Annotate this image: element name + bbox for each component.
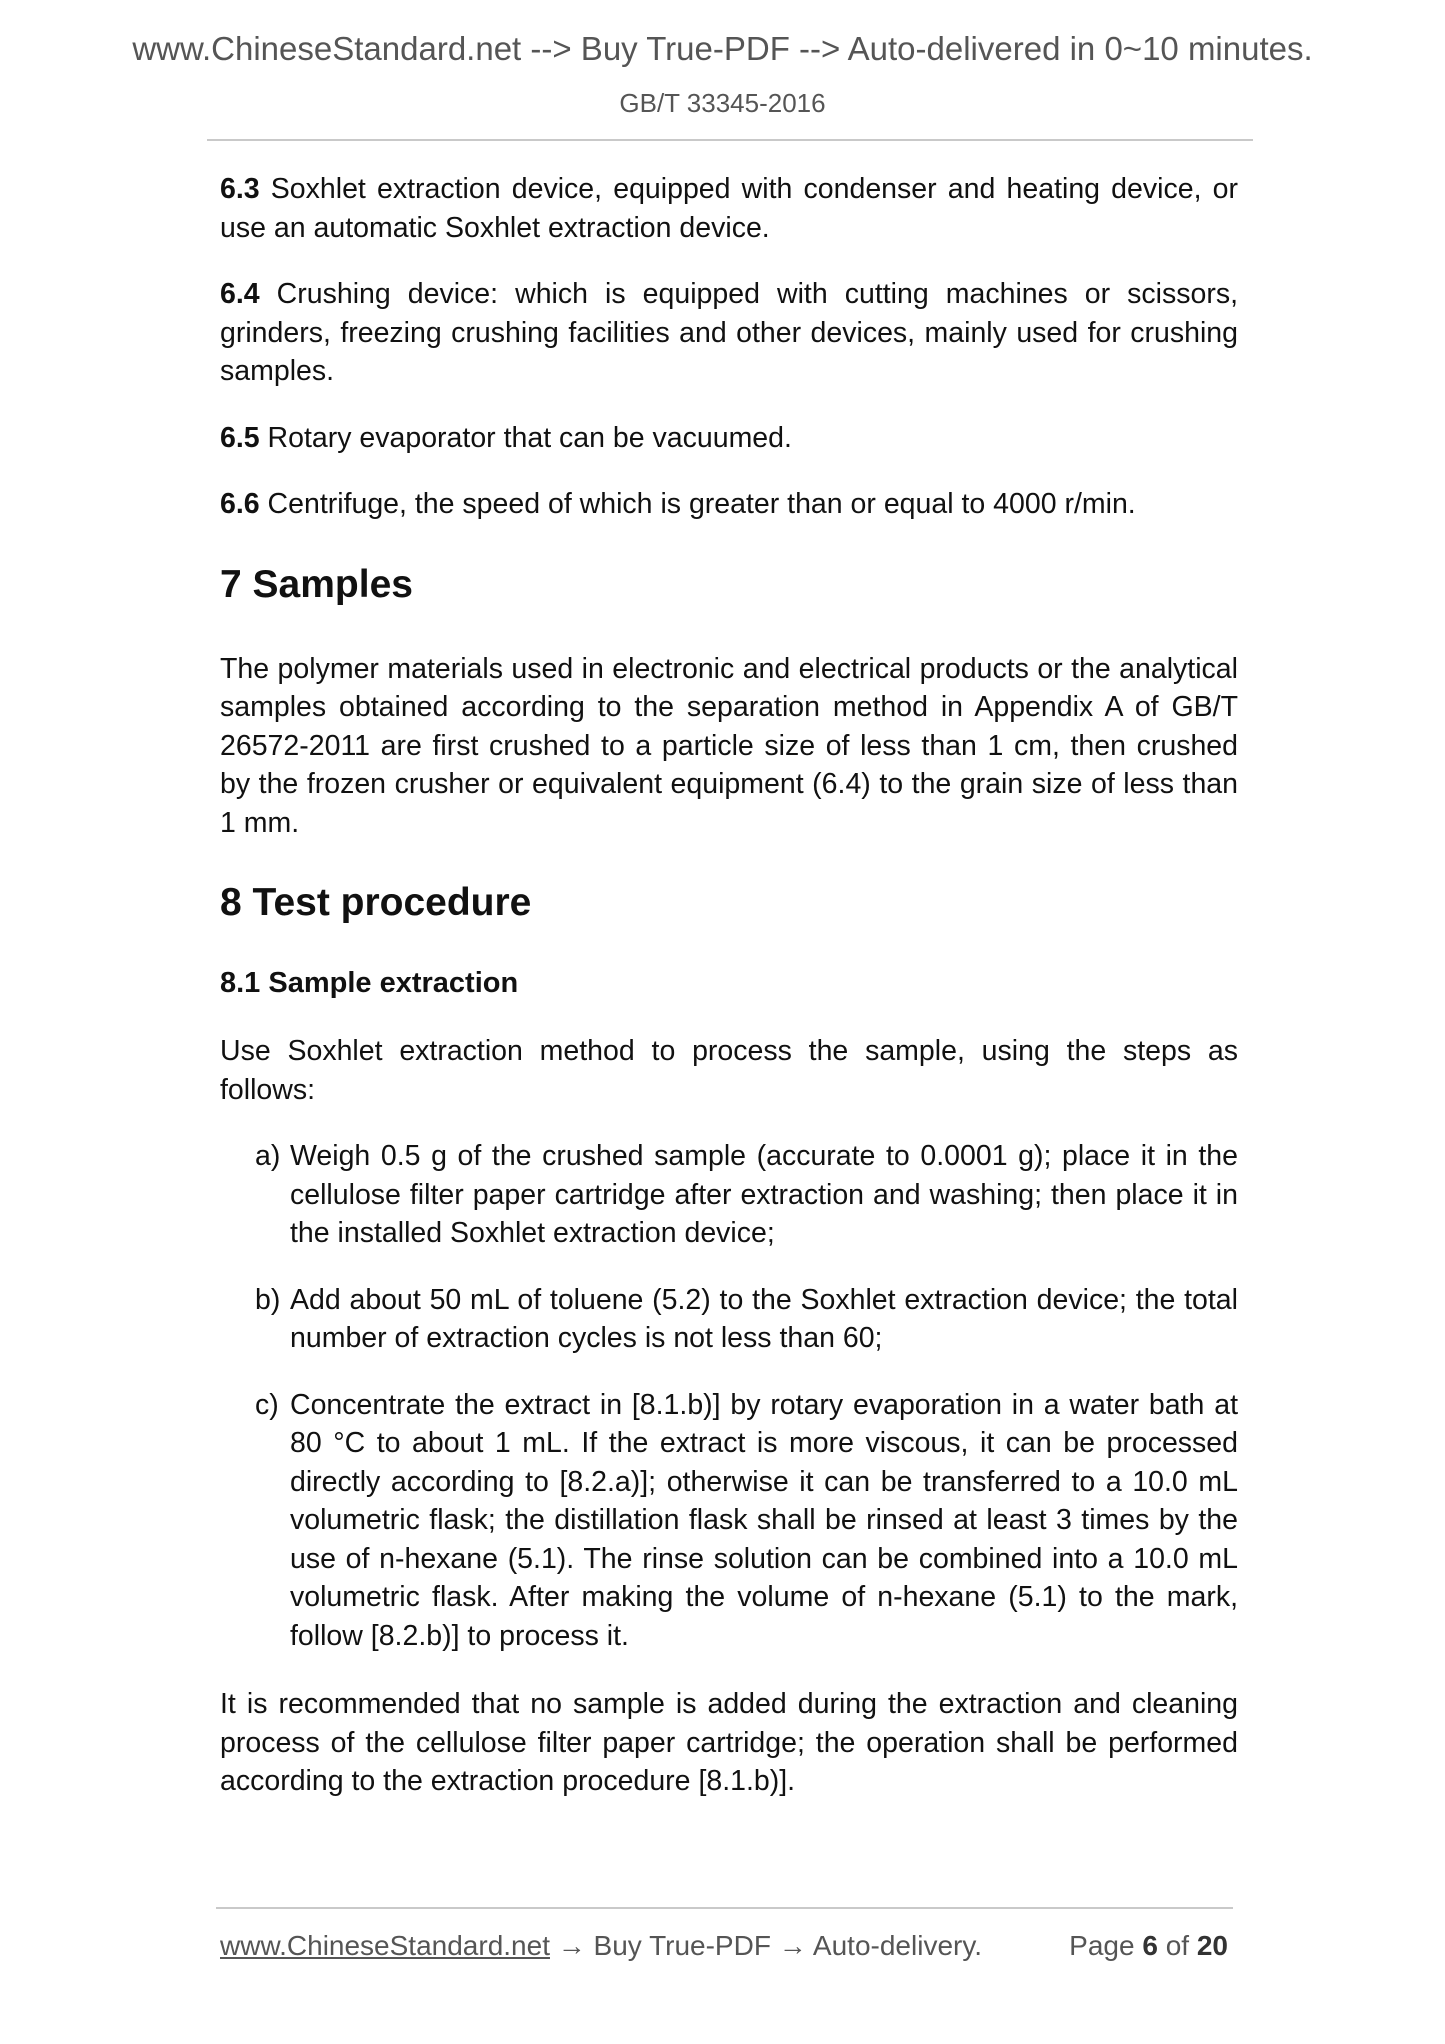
document-id: GB/T 33345-2016 <box>619 88 826 118</box>
footer-divider <box>216 1907 1233 1909</box>
section-8-heading: 8 Test procedure <box>220 881 532 924</box>
clause-6-4 <box>220 275 1238 391</box>
total-pages: 20 <box>1196 1930 1228 1961</box>
clause-text: Soxhlet extraction device, equipped with condenser and heating device, or use an automatic Soxhlet extraction device. <box>220 173 1238 244</box>
site-banner: www.ChineseStandard.net --> Buy True-PDF --> Auto-delivered in 0~10 minutes. <box>132 30 1313 67</box>
clause-6-5 <box>220 419 1238 458</box>
clause-text: Centrifuge, the speed of which is greater than or equal to 4000 r/min. <box>259 488 1136 520</box>
subsection-8-1-heading: 8.1 Sample extraction <box>220 967 519 999</box>
section-7-body: The polymer materials used in electronic and electrical products or the analytical samples obtained according to the separation method in Appendix A of GB/T 26572-2011 are first crushed to a particle size of less than 1 cm, then crushed by the frozen crusher or equivalent equipment (6.4) to the grain size of less than 1 mm. <box>220 652 1238 839</box>
step-a <box>220 1137 1238 1253</box>
footer-site-link[interactable]: www.ChineseStandard.net <box>220 1930 550 1961</box>
step-text: Weigh 0.5 g of the crushed sample (accurate to 0.0001 g); place it in the cellulose filter paper cartridge after extraction and washing; then place it in the installed Soxhlet extraction device; <box>290 1140 1238 1249</box>
list-marker: b) <box>255 1283 281 1316</box>
clause-text: Rotary evaporator that can be vacuumed. <box>259 421 792 454</box>
clause-number: 6.4 <box>220 278 260 310</box>
clause-6-3 <box>220 170 1238 247</box>
extraction-note: It is recommended that no sample is added during the extraction and cleaning process of the cellulose filter paper cartridge; the operation shall be performed according to the extraction procedure [8.1.b)]. <box>220 1688 1238 1797</box>
section-7-heading: 7 Samples <box>220 562 413 606</box>
footer-tagline: → Buy True-PDF → Auto-delivery. <box>549 1930 983 1961</box>
list-marker: c) <box>255 1388 279 1421</box>
step-c <box>220 1386 1238 1656</box>
clause-number: 6.5 <box>220 421 260 454</box>
list-marker: a) <box>255 1140 281 1172</box>
step-text: Add about 50 mL of toluene (5.2) to the Soxhlet extraction device; the total number of extraction cycles is not less than 60; <box>290 1283 1238 1354</box>
page-footer <box>220 1930 1233 1962</box>
header-divider <box>207 139 1253 141</box>
clause-number: 6.3 <box>220 173 260 205</box>
clause-text: Crushing device: which is equipped with cutting machines or scissors, grinders, freezing crushing facilities and other devices, mainly used for crushing samples. <box>220 278 1238 387</box>
clause-number: 6.6 <box>220 488 260 520</box>
step-b <box>220 1281 1238 1358</box>
current-page-number: 6 <box>1142 1930 1158 1961</box>
step-text: Concentrate the extract in [8.1.b)] by rotary evaporation in a water bath at 80 °C to about 1 mL. If the extract is more viscous, it can be processed directly according to [8.2.a)]; otherwise it can be transferred to a 10.0 mL volumetric flask; the distillation flask shall be rinsed at least 3 times by the use of n-hexane (5.1). The rinse solution can be combined into a 10.0 mL volumetric flask. After making the volume of n-hexane (5.1) to the mark, follow [8.2.b)] to process it. <box>290 1388 1238 1652</box>
clause-6-6 <box>220 485 1238 524</box>
page-indicator <box>1069 1930 1228 1962</box>
page-label: Page <box>1069 1930 1135 1961</box>
page-content <box>220 170 1238 1801</box>
of-label: of <box>1165 1930 1190 1961</box>
subsection-8-1-intro: Use Soxhlet extraction method to process the sample, using the steps as follows: <box>220 1035 1238 1106</box>
